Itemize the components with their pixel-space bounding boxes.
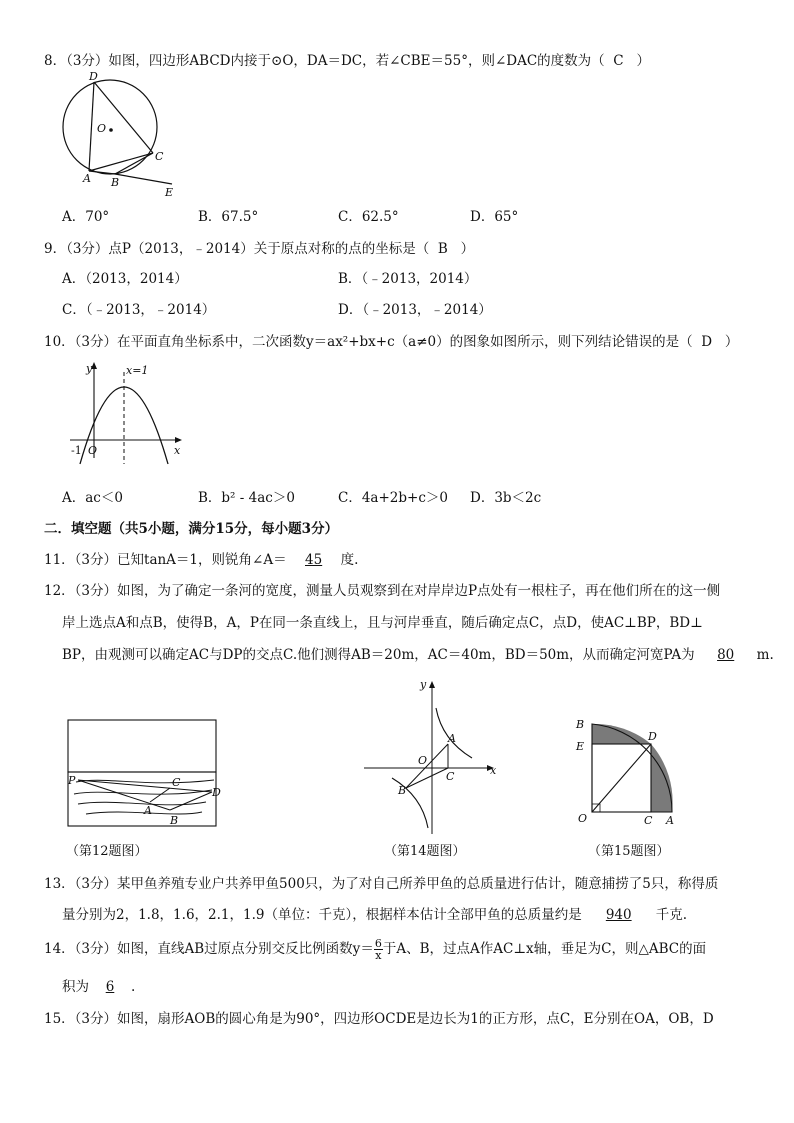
q10-label-x: x (174, 444, 181, 457)
q9-option-b: B．（﹣2013，2014） (338, 271, 478, 287)
q14-fraction: $\frac{6}{x}$ (374, 937, 382, 962)
q8-label-O: O (97, 122, 107, 135)
q10-option-a: A．ac＜0 (62, 490, 123, 506)
fig14-label-x: x (490, 764, 497, 777)
q11-answer: 45 (305, 552, 323, 568)
q8-label-B: B (111, 176, 120, 189)
q8-label-C: C (155, 150, 164, 163)
q12-answer: 80 (717, 647, 735, 663)
q12-line2: 岸上选点A和点B，使得B，A，P在同一条直线上，且与河岸垂直，随后确定点C，点D，使AC⊥BP，BD⊥ (62, 615, 703, 631)
fig15-label-B: B (576, 718, 585, 731)
q11-stem: 11．（3分）已知tanA＝1，则锐角∠A＝ 45 度. (44, 552, 359, 568)
q8-option-b: B．67.5° (198, 209, 259, 225)
q10-stem: 10．（3分）在平面直角坐标系中，二次函数y＝ax²+bx+c（a≠0）的图象如图所示，则下列结论错误的是（ D ） (44, 334, 739, 350)
fig14-label-O: O (418, 754, 428, 767)
q10-figure (66, 360, 196, 468)
section-heading: 二．填空题（共5小题，满分15分，每小题3分） (44, 521, 339, 537)
q8-option-a: A．70° (62, 209, 110, 225)
fig14-caption: （第14题图） (384, 844, 466, 859)
q14-answer: 6 (105, 979, 115, 995)
q8-answer: C (613, 53, 624, 69)
q8-option-c: C．62.5° (338, 209, 399, 225)
q8-label-A: A (83, 172, 91, 185)
fig12-label-P: P (68, 774, 76, 787)
q15-line1: 15．（3分）如图，扇形AOB的圆心角是为90°，四边形OCDE是边长为1的正方形，点C，E分别在OA，OB，D (44, 1011, 714, 1027)
fig14-label-C: C (446, 770, 455, 783)
q8-option-d: D．65° (470, 209, 519, 225)
fig14-label-B: B (398, 784, 407, 797)
q9-option-a: A．（2013，2014） (62, 271, 188, 287)
fig14-label-y: y (420, 678, 427, 691)
fig12-label-C: C (172, 776, 181, 789)
fig12-label-D: D (212, 786, 221, 799)
q14-line1: 14．（3分）如图，直线AB过原点分别交反比例函数y＝ $\frac{6}{x}$ 于A、B，过点A作AC⊥x轴，垂足为C，则△ABC的面 (44, 937, 707, 962)
q10-option-b: B．b² - 4ac＞0 (198, 490, 295, 506)
q12-line3: BP，由观测可以确定AC与DP的交点C.他们测得AB＝20m，AC＝40m，BD＝50m，从而确定河宽PA为 80 m. (62, 647, 774, 663)
q9-option-d: D．（﹣2013，﹣2014） (338, 302, 492, 318)
fig15-label-D: D (648, 730, 657, 743)
q14-line2: 积为 6 . (62, 979, 136, 995)
q9-stem: 9．（3分）点P（2013，﹣2014）关于原点对称的点的坐标是（ B ） (44, 241, 475, 257)
fig15-caption: （第15题图） (588, 844, 670, 859)
fig15-figure (572, 716, 684, 828)
q13-line2: 量分别为2，1.8，1.6，2.1，1.9（单位：千克），根据样本估计全部甲鱼的总质量约是 940 千克. (62, 907, 688, 923)
q10-option-c: C．4a+2b+c＞0 (338, 490, 448, 506)
q9-option-c: C．（﹣2013，﹣2014） (62, 302, 216, 318)
fig12-figure (66, 718, 226, 830)
q8-label-E: E (165, 186, 174, 199)
q9-answer: B (437, 241, 448, 257)
q10-label-y: y (86, 362, 93, 375)
fig12-caption: （第12题图） (66, 844, 148, 859)
q13-answer: 940 (605, 907, 632, 923)
q13-line1: 13．（3分）某甲鱼养殖专业户共养甲鱼500只，为了对自己所养甲鱼的总质量进行估计，随意捕捞了5只，称得质 (44, 876, 719, 892)
q10-option-d: D．3b＜2c (470, 490, 542, 506)
fig14-figure (362, 678, 502, 838)
q10-label-axis: x=1 (126, 364, 149, 377)
fig15-label-O: O (578, 812, 588, 825)
fig15-label-A: A (666, 814, 674, 827)
fig14-label-A: A (448, 732, 456, 745)
q10-label-neg1: -1 (71, 444, 82, 457)
fig12-label-A: A (144, 804, 152, 817)
q8-label-D: D (89, 70, 98, 83)
q10-label-O: O (88, 444, 98, 457)
fig15-label-C: C (644, 814, 653, 827)
fig15-label-E: E (576, 740, 585, 753)
q10-answer: D (701, 334, 713, 350)
q12-line1: 12．（3分）如图，为了确定一条河的宽度，测量人员观察到在对岸岸边P点处有一根柱子，再在他们所在的这一侧 (44, 583, 721, 599)
q8-figure (55, 72, 185, 200)
q8-stem: 8．（3分）如图，四边形ABCD内接于⊙O，DA＝DC，若∠CBE＝55°，则∠DAC的度数为（ C ） (44, 53, 650, 69)
fig12-label-B: B (170, 814, 179, 827)
